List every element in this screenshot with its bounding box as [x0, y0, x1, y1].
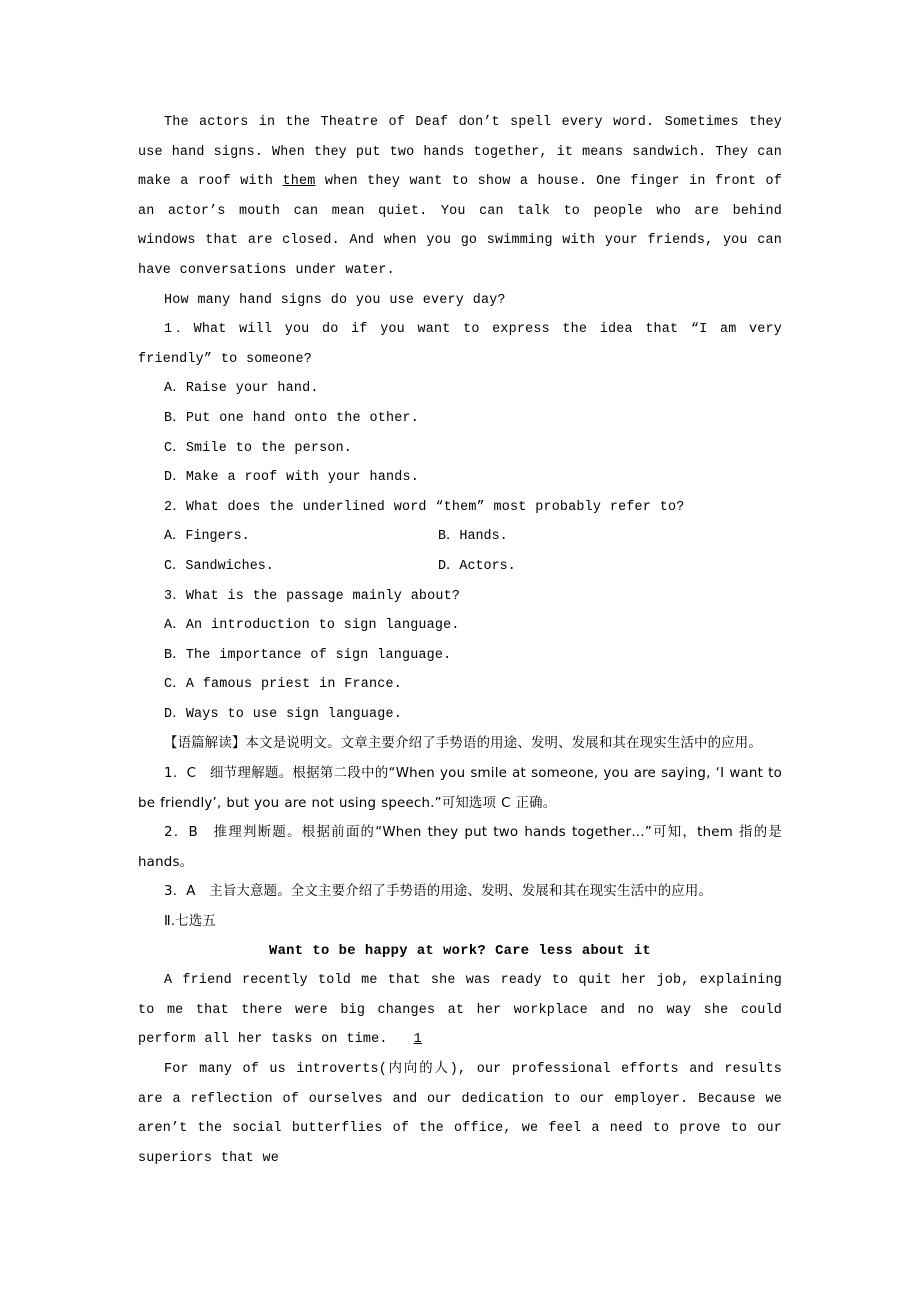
q2-option-c: C．Sandwiches.: [164, 558, 274, 574]
q3-option-a: A．An introduction to sign language.: [164, 618, 460, 634]
q3-option-d: D．Ways to use sign language.: [164, 706, 402, 722]
document-content: [138, 108, 782, 1173]
question-3: 3．What is the passage mainly about?: [164, 588, 461, 604]
reading-paragraph-1: [138, 966, 782, 1055]
q3-option-b: B．The importance of sign language.: [164, 647, 452, 663]
text-run: when they want to show a house. One finger in front of an actor’s mouth can mean quiet. You can talk to people who are behind windows that are closed. And when you go swimming with your friends, you can have conversations under water.: [138, 174, 782, 278]
q2-option-row-1: [138, 522, 782, 552]
q2-option-row-2: [138, 552, 782, 582]
question-1: 1．What will you do if you want to express the idea that “I am very friendly” to someone?: [138, 322, 782, 367]
q1-option-b: B．Put one hand onto the other.: [164, 410, 419, 426]
text-run: A friend recently told me that she was ready to quit her job, explaining to me that there were big changes at her workplace and no way she could perform all her tasks on time.: [138, 973, 782, 1048]
analysis-intro: 【语篇解读】本文是说明文。文章主要介绍了手势语的用途、发明、发展和其在现实生活中的应用。: [164, 736, 762, 752]
paragraph-passage-p1: [138, 108, 782, 286]
analysis-answer-1: 1．C 细节理解题。根据第二段中的“When you smile at someone, you are saying, ‘I want to be friendly’, but you are not using speech.”可知选项 C 正确。: [138, 766, 782, 811]
q2-option-a: A．Fingers.: [164, 529, 250, 545]
reading-paragraph-2: For many of us introverts(内向的人), our professional efforts and results are a reflection of ourselves and our dedication to our employer. Because we aren’t the social butterflies of the office, we feel a need to prove to our superiors that we: [138, 1062, 782, 1166]
q1-option-c: C．Smile to the person.: [164, 440, 353, 456]
analysis-answer-2: 2．B 推理判断题。根据前面的“When they put two hands together…”可知，them 指的是 hands。: [138, 825, 782, 870]
question-2: 2．What does the underlined word “them” most probably refer to?: [164, 499, 685, 515]
paragraph-passage-p2: How many hand signs do you use every day?: [164, 292, 506, 308]
q3-option-c: C．A famous priest in France.: [164, 677, 402, 693]
text-run: The actors in the Theatre of Deaf don’t spell every word. Sometimes they use hand signs. When they put two hands together, it means sandwich. They can make a roof with: [138, 115, 782, 190]
section-heading-part-2: Ⅱ.七选五: [164, 914, 217, 930]
q1-option-d: D．Make a roof with your hands.: [164, 470, 419, 486]
q2-option-b: B．Hands.: [438, 529, 508, 545]
q1-option-a: A．Raise your hand.: [164, 381, 319, 397]
q2-option-d: D．Actors.: [438, 558, 516, 574]
underlined-word-them: them: [282, 174, 316, 190]
answer-blank-1: 1: [413, 1032, 422, 1048]
reading-passage-title: Want to be happy at work? Care less about it: [269, 943, 651, 959]
analysis-answer-3: 3．A 主旨大意题。全文主要介绍了手势语的用途、发明、发展和其在现实生活中的应用。: [164, 884, 713, 900]
